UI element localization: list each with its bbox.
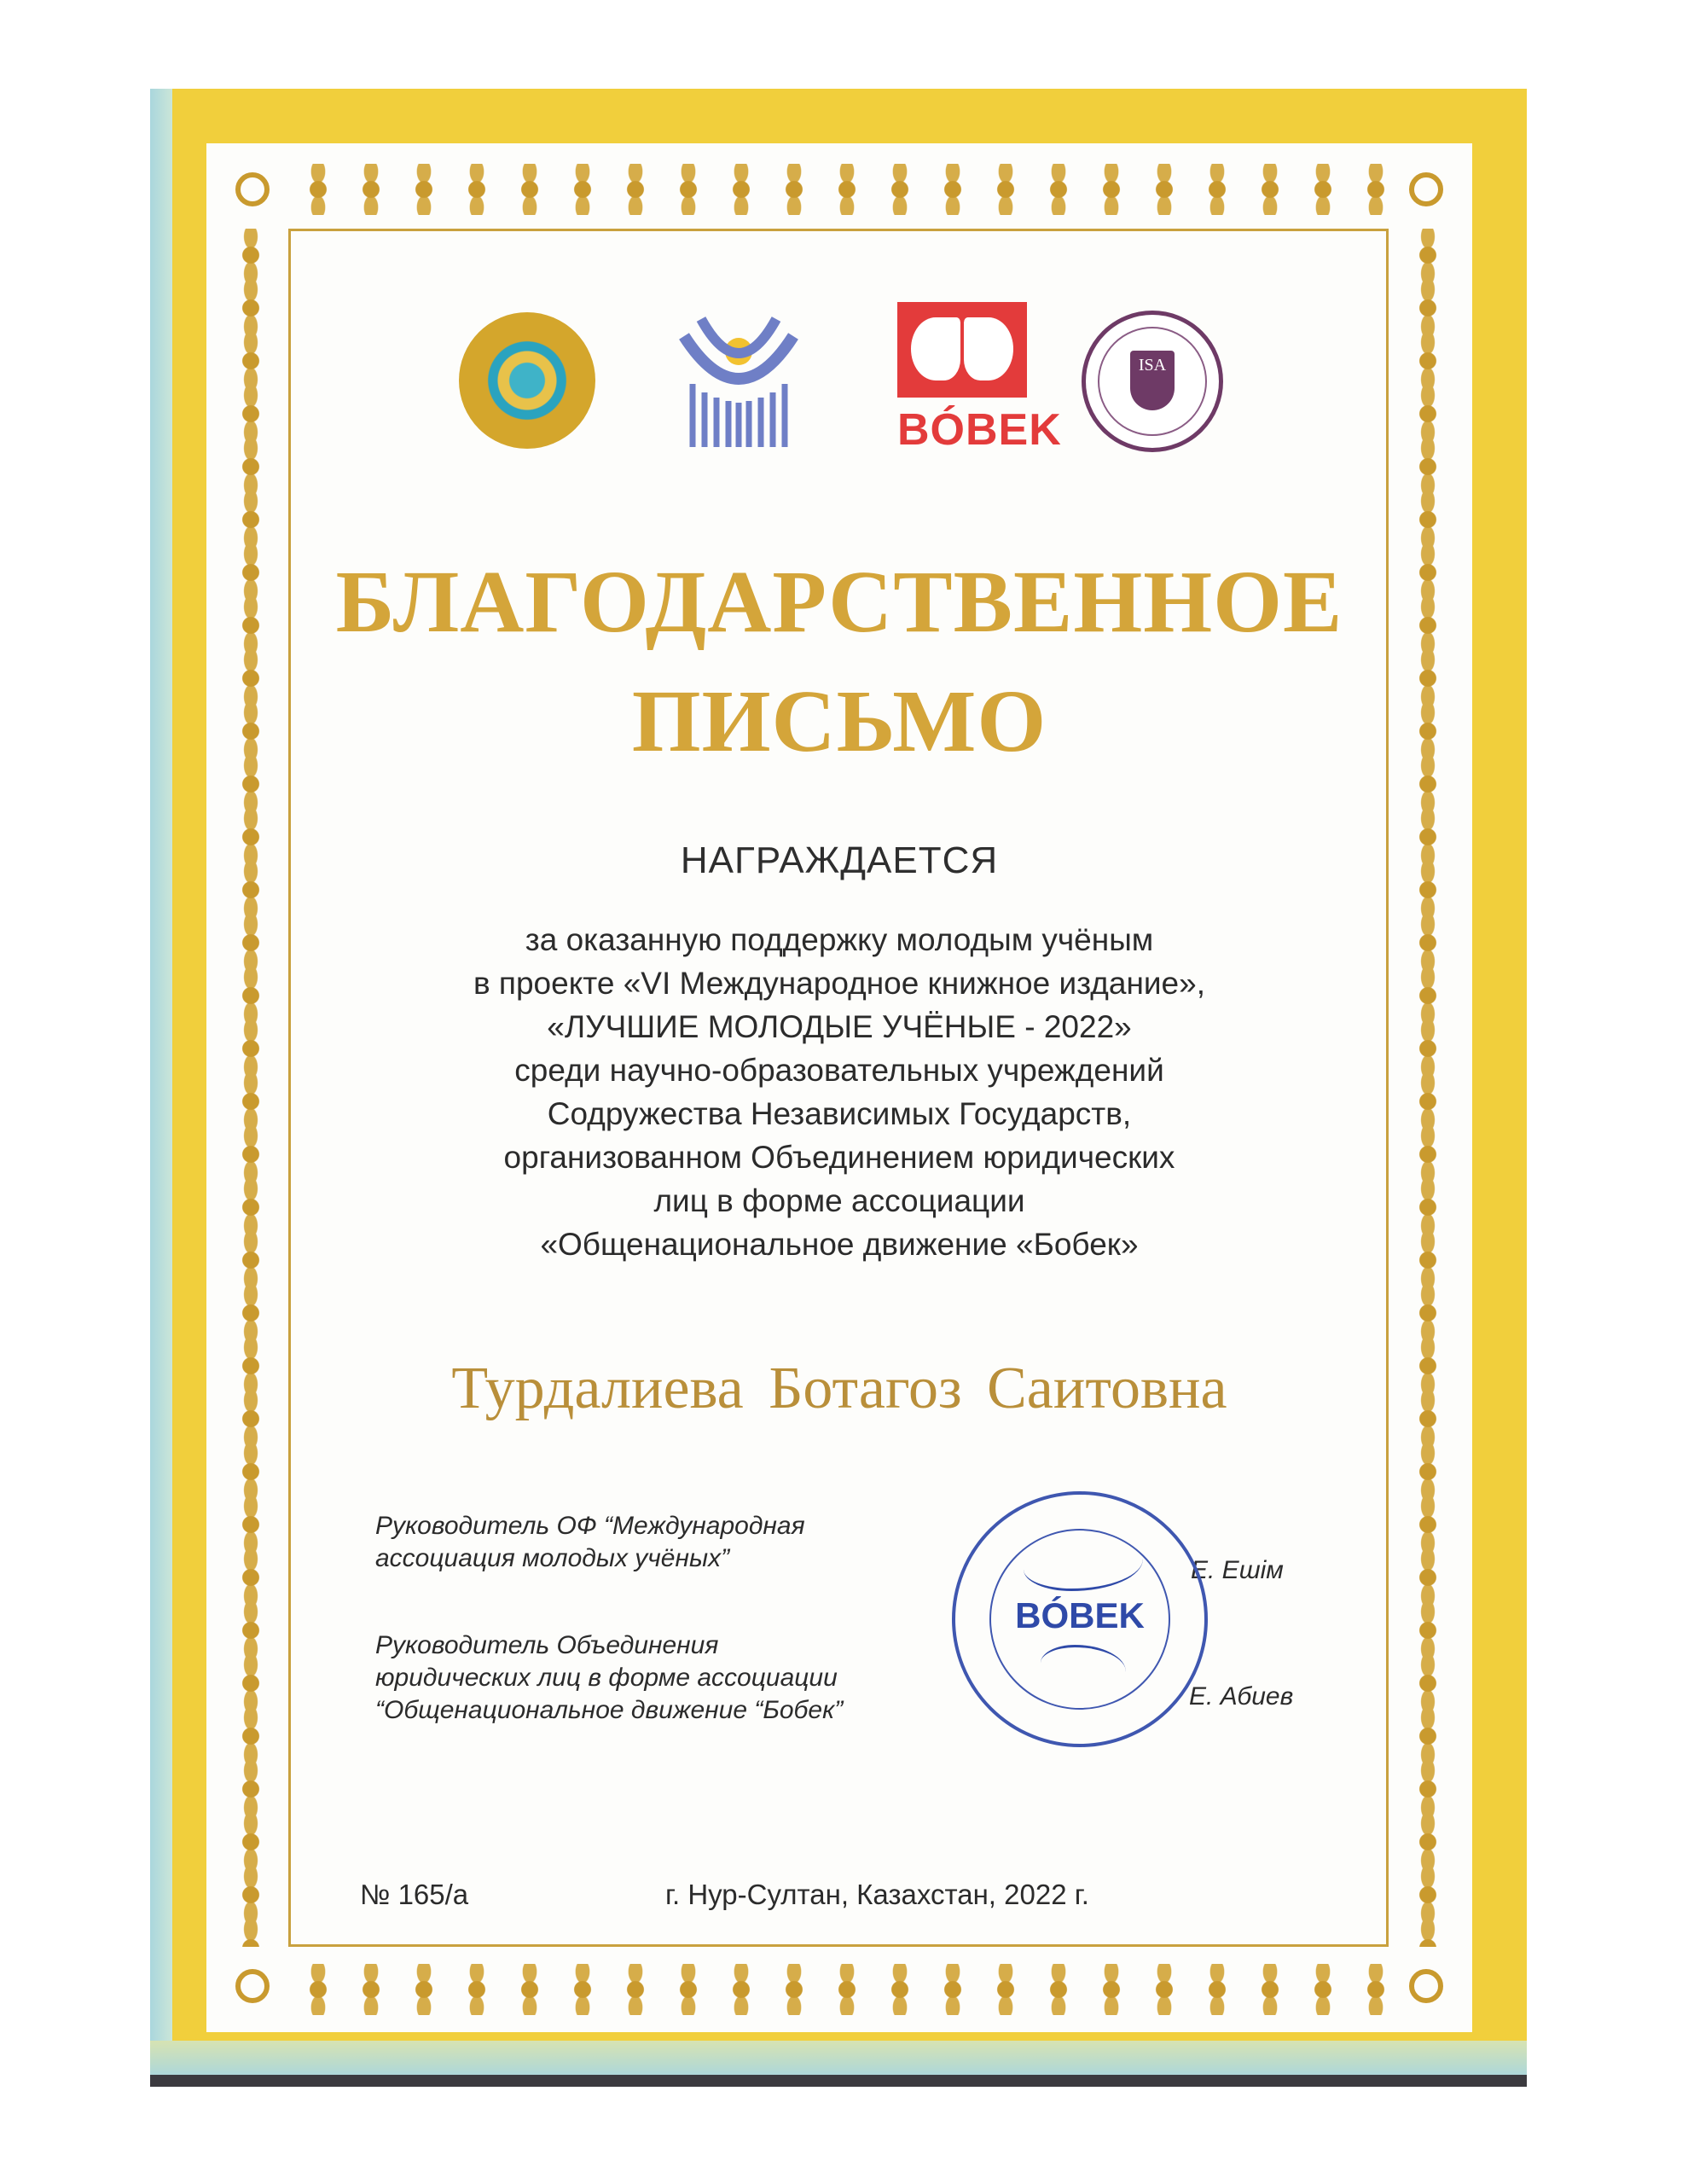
ornament-top xyxy=(292,164,1387,215)
signatory-role-line: Руководитель Объединения xyxy=(375,1631,719,1659)
signatory-1-role xyxy=(375,1510,805,1575)
corner-ornament-bottom-left xyxy=(235,1969,270,2003)
corner-ornament-top-right xyxy=(1409,172,1443,206)
bobek-logo-text: BÓBEK xyxy=(897,405,1062,455)
certificate-paper xyxy=(206,143,1472,2032)
certificate-number: № 165/а xyxy=(360,1879,469,1910)
description-line: «Общенациональное движение «Бобек» xyxy=(540,1227,1139,1262)
description-line: Содружества Независимых Государств, xyxy=(547,1096,1132,1131)
isa-logo xyxy=(1082,311,1223,452)
signatory-2-name: Е. Абиев xyxy=(1189,1682,1294,1711)
place-and-date: г. Нур-Султан, Казахстан, 2022 г. xyxy=(665,1879,1089,1910)
certificate-title-line2: ПИСЬМО xyxy=(631,672,1047,770)
signatory-role-line: ассоциация молодых учёных” xyxy=(375,1544,730,1572)
description-line: организованном Объединением юридических xyxy=(503,1140,1175,1175)
kazakhstan-emblem-logo xyxy=(459,312,595,449)
signatory-role-line: “Общенациональное движение “Бобек” xyxy=(375,1696,844,1724)
signatory-1-name: Е. Ешім xyxy=(1191,1556,1284,1584)
cis-logo xyxy=(667,302,810,452)
description-line: среди научно-образовательных учреждений xyxy=(514,1053,1164,1088)
award-description xyxy=(206,918,1472,1266)
isa-shield-text: ISA xyxy=(1130,351,1175,410)
recipient-name: Турдалиева Ботагоз Саитовна xyxy=(451,1356,1227,1421)
butterfly-left-wing-icon xyxy=(911,317,960,380)
description-line: «ЛУЧШИЕ МОЛОДЫЕ УЧЁНЫЕ - 2022» xyxy=(547,1009,1132,1044)
signatory-2-role xyxy=(375,1629,843,1727)
signatory-role-line: Руководитель ОФ “Международная xyxy=(375,1512,805,1540)
corner-ornament-bottom-right xyxy=(1409,1969,1443,2003)
description-line: в проекте «VI Международное книжное издание», xyxy=(473,966,1205,1001)
description-line: лиц в форме ассоциации xyxy=(653,1183,1025,1218)
official-stamp xyxy=(952,1491,1208,1747)
frame-edge-shadow xyxy=(150,2075,1527,2087)
awarded-heading: НАГРАЖДАЕТСЯ xyxy=(680,839,999,881)
stamp-brand-text: BÓBEK xyxy=(1015,1595,1145,1635)
signatory-role-line: юридических лиц в форме ассоциации xyxy=(375,1664,838,1692)
butterfly-right-wing-icon xyxy=(964,317,1013,380)
certificate-title-line1: БЛАГОДАРСТВЕННОЕ xyxy=(335,553,1343,651)
bobek-logo xyxy=(897,302,1062,461)
bobek-logo-square xyxy=(897,302,1027,398)
ornament-bottom xyxy=(292,1964,1387,2015)
corner-ornament-top-left xyxy=(235,172,270,206)
description-line: за оказанную поддержку молодым учёным xyxy=(525,922,1154,957)
